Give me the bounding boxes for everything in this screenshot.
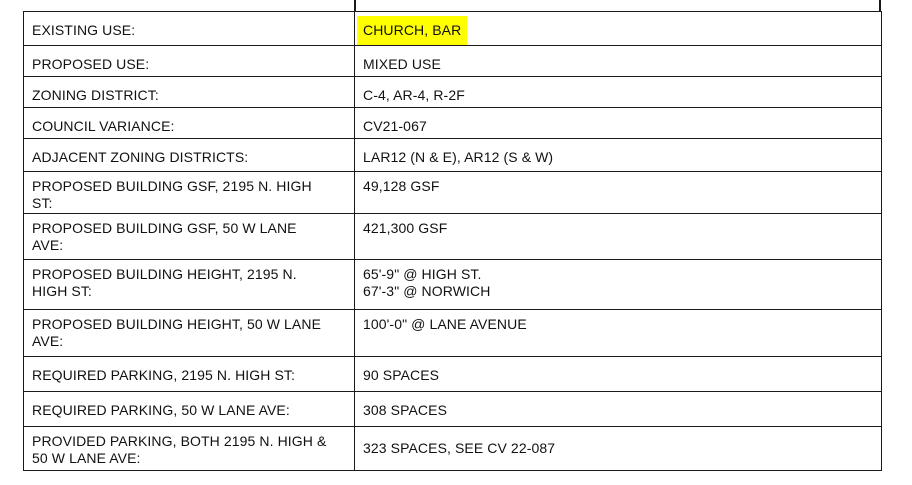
value-cell xyxy=(355,77,882,108)
table-row-height-high-st xyxy=(24,260,882,310)
value-cell xyxy=(355,392,882,427)
label-cell xyxy=(24,139,355,172)
label-cell xyxy=(24,310,355,357)
table-row-council-variance xyxy=(24,108,882,139)
row-label: PROPOSED USE: xyxy=(32,56,150,72)
row-label: PROPOSED BUILDING HEIGHT, 50 W LANE AVE: xyxy=(32,316,322,349)
value-cell xyxy=(355,172,882,214)
value-cell xyxy=(355,12,882,46)
table-row-gsf-high-st xyxy=(24,172,882,214)
value-cell xyxy=(355,108,882,139)
label-cell xyxy=(24,214,355,260)
table-row-gsf-lane-ave xyxy=(24,214,882,260)
row-value: 323 SPACES, SEE CV 22-087 xyxy=(363,440,556,456)
row-value: CV21-067 xyxy=(363,118,427,134)
row-label: ADJACENT ZONING DISTRICTS: xyxy=(32,149,249,165)
row-value: LAR12 (N & E), AR12 (S & W) xyxy=(363,149,554,165)
row-label: PROPOSED BUILDING HEIGHT, 2195 N. HIGH ST: xyxy=(32,266,297,299)
row-label: COUNCIL VARIANCE: xyxy=(32,118,175,134)
row-label: EXISTING USE: xyxy=(32,22,136,38)
table-row-adjacent-zoning xyxy=(24,139,882,172)
label-cell xyxy=(24,260,355,310)
value-cell xyxy=(355,357,882,392)
row-value: 65'-9" @ HIGH ST. 67'-3" @ NORWICH xyxy=(363,266,491,299)
label-cell xyxy=(24,392,355,427)
label-cell xyxy=(24,172,355,214)
table-row-parking-high-st xyxy=(24,357,882,392)
row-label: PROPOSED BUILDING GSF, 50 W LANE AVE: xyxy=(32,220,297,253)
value-cell xyxy=(355,310,882,357)
row-value: 308 SPACES xyxy=(363,402,448,418)
label-cell xyxy=(24,46,355,77)
row-value: 421,300 GSF xyxy=(363,220,448,236)
row-value-highlighted: CHURCH, BAR xyxy=(357,16,467,45)
label-cell xyxy=(24,12,355,46)
table-row-parking-lane-ave xyxy=(24,392,882,427)
value-cell xyxy=(355,46,882,77)
table-row-zoning-district xyxy=(24,77,882,108)
label-cell xyxy=(24,357,355,392)
row-value: MIXED USE xyxy=(363,56,441,72)
row-value: 90 SPACES xyxy=(363,367,440,383)
value-cell xyxy=(355,139,882,172)
zoning-data-table xyxy=(23,11,882,471)
row-value: C-4, AR-4, R-2F xyxy=(363,87,465,103)
value-cell xyxy=(355,214,882,260)
value-cell xyxy=(355,260,882,310)
value-cell xyxy=(355,427,882,471)
table-row-provided-parking xyxy=(24,427,882,471)
row-label: REQUIRED PARKING, 50 W LANE AVE: xyxy=(32,402,290,418)
row-label: PROPOSED BUILDING GSF, 2195 N. HIGH ST: xyxy=(32,178,312,211)
label-cell xyxy=(24,108,355,139)
table-row-proposed-use xyxy=(24,46,882,77)
row-label: REQUIRED PARKING, 2195 N. HIGH ST: xyxy=(32,367,295,383)
row-value: 100'-0" @ LANE AVENUE xyxy=(363,316,527,332)
table-row-existing-use xyxy=(24,12,882,46)
label-cell xyxy=(24,427,355,471)
row-value: 49,128 GSF xyxy=(363,178,440,194)
table-row-height-lane-ave xyxy=(24,310,882,357)
label-cell xyxy=(24,77,355,108)
row-label: PROVIDED PARKING, BOTH 2195 N. HIGH & 50 W LANE AVE: xyxy=(32,433,327,466)
row-label: ZONING DISTRICT: xyxy=(32,87,159,103)
